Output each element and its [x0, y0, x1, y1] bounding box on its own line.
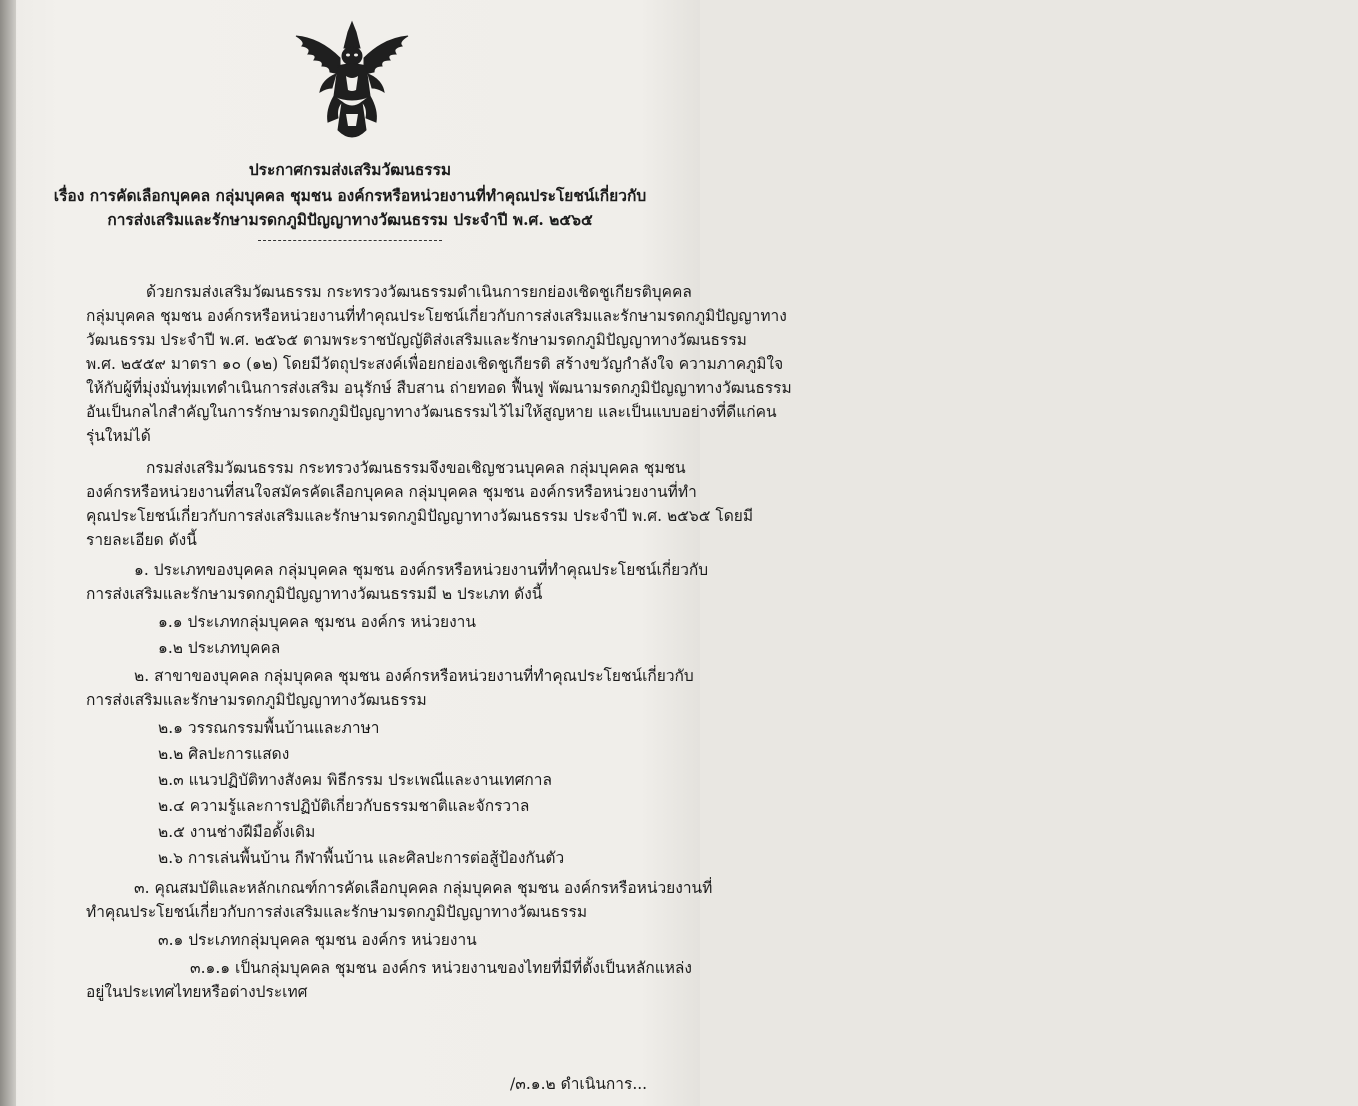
continuation-marker: /๓.๑.๒ ดำเนินการ...: [510, 1075, 648, 1093]
section-2-heading: ๒. สาขาของบุคคล กลุ่มบุคคล ชุมชน องค์กรหรือหน่วยงานที่ทำคุณประโยชน์เกี่ยวกับ: [134, 667, 694, 685]
section-1-item: ๑.๒ ประเภทบุคคล: [158, 639, 281, 657]
section-1-item: ๑.๑ ประเภทกลุ่มบุคคล ชุมชน องค์กร หน่วยงาน: [158, 613, 476, 631]
announcement-subject-cont: การส่งเสริมและรักษามรดกภูมิปัญญาทางวัฒนธรรม ประจำปี พ.ศ. ๒๕๖๕: [107, 210, 593, 229]
section-2-item: ๒.๓ แนวปฏิบัติทางสังคม พิธีกรรม ประเพณีและงานเทศกาล: [158, 771, 553, 789]
paragraph-1-line: วัฒนธรรม ประจำปี พ.ศ. ๒๕๖๕ ตามพระราชบัญญัติส่งเสริมและรักษามรดกภูมิปัญญาทางวัฒนธรรม: [86, 331, 747, 349]
section-3-1-heading: ๓.๑ ประเภทกลุ่มบุคคล ชุมชน องค์กร หน่วยงาน: [158, 931, 477, 949]
section-1-heading: ๑. ประเภทของบุคคล กลุ่มบุคคล ชุมชน องค์กรหรือหน่วยงานที่ทำคุณประโยชน์เกี่ยวกับ: [134, 561, 709, 579]
paragraph-2-line: องค์กรหรือหน่วยงานที่สนใจสมัครคัดเลือกบุคคล กลุ่มบุคคล ชุมชน องค์กรหรือหน่วยงานที่ทำ: [86, 483, 697, 501]
garuda-emblem: [286, 18, 418, 148]
paragraph-2-line: กรมส่งเสริมวัฒนธรรม กระทรวงวัฒนธรรมจึงขอเชิญชวนบุคคล กลุ่มบุคคล ชุมชน: [146, 459, 686, 477]
paragraph-2-line: คุณประโยชน์เกี่ยวกับการส่งเสริมและรักษามรดกภูมิปัญญาทางวัฒนธรรม ประจำปี พ.ศ. ๒๕๖๕ โดยมี: [86, 507, 754, 525]
section-3-heading: ๓. คุณสมบัติและหลักเกณฑ์การคัดเลือกบุคคล กลุ่มบุคคล ชุมชน องค์กรหรือหน่วยงานที่: [134, 879, 713, 897]
section-2-item: ๒.๔ ความรู้และการปฏิบัติเกี่ยวกับธรรมชาติและจักรวาล: [158, 797, 530, 815]
paragraph-1-line: กลุ่มบุคคล ชุมชน องค์กรหรือหน่วยงานที่ทำคุณประโยชน์เกี่ยวกับการส่งเสริมและรักษามรดกภูมิปัญญาทาง: [86, 307, 787, 325]
section-3-1-1-line: ๓.๑.๑ เป็นกลุ่มบุคคล ชุมชน องค์กร หน่วยงานของไทยที่มีที่ตั้งเป็นหลักแหล่ง: [190, 959, 692, 977]
announcement-issuer: ประกาศกรมส่งเสริมวัฒนธรรม: [248, 160, 452, 179]
section-2-item: ๒.๕ งานช่างฝีมือดั้งเดิม: [158, 823, 316, 841]
section-2-item: ๒.๑ วรรณกรรมพื้นบ้านและภาษา: [158, 719, 380, 737]
paragraph-1-line: ให้กับผู้ที่มุ่งมั่นทุ่มเทดำเนินการส่งเสริม อนุรักษ์ สืบสาน ถ่ายทอด ฟื้นฟู พัฒนามรดกภูมิปัญญาทางวัฒนธรรม: [86, 379, 792, 397]
paragraph-2-line: รายละเอียด ดังนี้: [86, 531, 197, 549]
paragraph-1-line: ด้วยกรมส่งเสริมวัฒนธรรม กระทรวงวัฒนธรรมดำเนินการยกย่องเชิดชูเกียรติบุคคล: [146, 283, 692, 301]
paragraph-1-line: พ.ศ. ๒๕๕๙ มาตรา ๑๐ (๑๒) โดยมีวัตถุประสงค์เพื่อยกย่องเชิดชูเกียรติ สร้างขวัญกำลังใจ ความภาคภูมิใจ: [86, 355, 784, 373]
paragraph-1-line: อันเป็นกลไกสำคัญในการรักษามรดกภูมิปัญญาทางวัฒนธรรมไว้ไม่ให้สูญหาย และเป็นแบบอย่างที่ดีแก่คน: [86, 403, 777, 421]
section-2-heading-cont: การส่งเสริมและรักษามรดกภูมิปัญญาทางวัฒนธรรม: [86, 691, 427, 709]
announcement-subject: เรื่อง การคัดเลือกบุคคล กลุ่มบุคคล ชุมชน องค์กรหรือหน่วยงานที่ทำคุณประโยชน์เกี่ยวกับ: [53, 186, 647, 205]
paragraph-1-line: รุ่นใหม่ได้: [86, 427, 151, 445]
section-2-item: ๒.๖ การเล่นพื้นบ้าน กีฬาพื้นบ้าน และศิลปะการต่อสู้ป้องกันตัว: [158, 849, 565, 867]
section-2-item: ๒.๒ ศิลปะการแสดง: [158, 745, 290, 763]
header-divider: [258, 240, 442, 241]
section-3-1-1-line: อยู่ในประเทศไทยหรือต่างประเทศ: [86, 983, 308, 1001]
section-3-heading-cont: ทำคุณประโยชน์เกี่ยวกับการส่งเสริมและรักษามรดกภูมิปัญญาทางวัฒนธรรม: [86, 903, 588, 921]
section-1-heading-cont: การส่งเสริมและรักษามรดกภูมิปัญญาทางวัฒนธรรมมี ๒ ประเภท ดังนี้: [86, 585, 543, 603]
